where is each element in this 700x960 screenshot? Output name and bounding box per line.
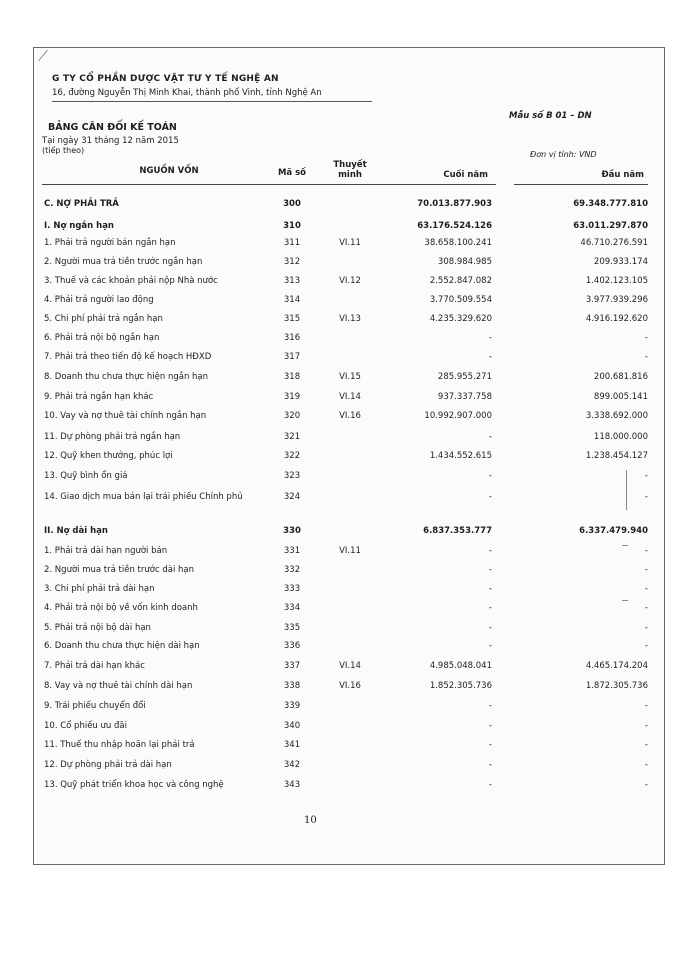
row-label: 3. Chi phí phải trả dài hạn: [44, 584, 155, 594]
row-year-begin-value: -: [644, 701, 648, 711]
row-note: VI.11: [339, 546, 361, 556]
scan-artifact: [622, 600, 628, 601]
row-year-begin-value: 4.465.174.204: [585, 661, 648, 671]
row-label: 4. Phải trả người lao động: [44, 295, 154, 305]
row-year-end-value: 2.552.847.082: [429, 276, 492, 286]
row-label: 7. Phải trả theo tiến độ kế hoạch HĐXD: [44, 352, 212, 362]
row-label: 11. Dự phòng phải trả ngắn hạn: [44, 432, 181, 442]
table-row: [34, 757, 666, 775]
row-year-end-value: 4.235.329.620: [429, 314, 492, 324]
row-code: 311: [283, 238, 301, 248]
row-year-end-value: 285.955.271: [437, 372, 492, 382]
row-year-end-value: -: [488, 546, 492, 556]
company-name: G TY CỔ PHẦN DƯỢC VẬT TƯ Y TẾ NGHỆ AN: [52, 74, 279, 84]
document-page: [33, 47, 665, 865]
form-code: Mẫu số B 01 – DN: [509, 111, 592, 121]
row-year-end-value: -: [488, 780, 492, 790]
row-label: 9. Trái phiếu chuyển đổi: [44, 701, 146, 711]
row-year-begin-value: 4.916.192.620: [585, 314, 648, 324]
row-year-end-value: -: [488, 471, 492, 481]
row-note: VI.14: [339, 661, 361, 671]
row-year-end-value: 937.337.758: [437, 392, 492, 402]
table-row: [34, 369, 666, 387]
row-year-begin-value: 118.000.000: [593, 432, 648, 442]
row-year-end-value: -: [488, 603, 492, 613]
row-year-end-value: 1.852.305.736: [429, 681, 492, 691]
row-year-end-value: 38.658.100.241: [424, 238, 492, 248]
table-row: [34, 562, 666, 580]
row-year-begin-value: -: [644, 492, 648, 502]
row-year-begin-value: -: [644, 352, 648, 362]
header-rule-left: [42, 184, 496, 185]
row-year-begin-value: -: [644, 760, 648, 770]
row-code: 340: [283, 721, 301, 731]
row-year-end-value: -: [488, 701, 492, 711]
table-row: [34, 581, 666, 599]
scan-artifact: [626, 470, 627, 510]
row-year-begin-value: -: [644, 740, 648, 750]
row-label: 3. Thuế và các khoản phải nộp Nhà nước: [44, 276, 218, 286]
row-year-end-value: -: [488, 721, 492, 731]
table-row: [34, 658, 666, 676]
row-label: 10. Vay và nợ thuê tài chính ngắn hạn: [44, 411, 207, 421]
row-code: 332: [283, 565, 301, 575]
row-note: VI.11: [339, 238, 361, 248]
row-label: 10. Cổ phiếu ưu đãi: [44, 721, 127, 731]
table-row: [34, 698, 666, 716]
row-year-end-value: -: [488, 352, 492, 362]
row-label: 6. Phải trả nội bộ ngắn hạn: [44, 333, 160, 343]
row-code: 315: [283, 314, 301, 324]
row-year-begin-value: 69.348.777.810: [573, 199, 648, 209]
row-year-begin-value: 1.402.123.105: [585, 276, 648, 286]
table-row: [34, 638, 666, 656]
column-header-year-begin: Đầu năm: [601, 170, 644, 180]
row-code: 343: [283, 780, 301, 790]
document-title: BẢNG CÂN ĐỐI KẾ TOÁN: [48, 122, 177, 133]
row-year-begin-value: -: [644, 603, 648, 613]
table-row: [34, 311, 666, 329]
row-year-end-value: 6.837.353.777: [423, 526, 492, 536]
table-row: [34, 389, 666, 407]
row-year-begin-value: -: [644, 471, 648, 481]
row-note: VI.15: [339, 372, 361, 382]
row-note: VI.12: [339, 276, 361, 286]
row-code: 313: [283, 276, 301, 286]
row-label: 5. Phải trả nội bộ dài hạn: [44, 623, 151, 633]
row-code: 337: [283, 661, 301, 671]
row-label: 1. Phải trả dài hạn người bán: [44, 546, 168, 556]
row-year-end-value: -: [488, 565, 492, 575]
row-year-begin-value: -: [644, 721, 648, 731]
table-row: [34, 218, 666, 236]
row-label: 8. Vay và nợ thuê tài chính dài hạn: [44, 681, 193, 691]
row-code: 342: [283, 760, 301, 770]
currency-unit: Đơn vị tính: VND: [530, 150, 597, 159]
table-row: [34, 600, 666, 618]
scan-artifact: [622, 545, 628, 546]
column-header-source: NGUỒN VỐN: [139, 166, 199, 176]
row-year-begin-value: 899.005.141: [593, 392, 648, 402]
row-year-end-value: -: [488, 623, 492, 633]
table-row: [34, 292, 666, 310]
table-row: [34, 235, 666, 253]
row-year-end-value: 10.992.907.000: [424, 411, 492, 421]
row-year-begin-value: -: [644, 333, 648, 343]
row-year-begin-value: -: [644, 565, 648, 575]
table-row: [34, 254, 666, 272]
row-code: 321: [283, 432, 301, 442]
row-label: 14. Giao dịch mua bán lại trái phiếu Chính phủ: [44, 492, 243, 502]
row-year-begin-value: -: [644, 546, 648, 556]
row-note: VI.14: [339, 392, 361, 402]
row-year-begin-value: 1.872.305.736: [585, 681, 648, 691]
row-label: 5. Chi phí phải trả ngắn hạn: [44, 314, 163, 324]
row-note: VI.16: [339, 681, 361, 691]
row-year-begin-value: 63.011.297.870: [573, 221, 648, 231]
row-note: VI.13: [339, 314, 361, 324]
row-label: C. NỢ PHẢI TRẢ: [44, 199, 119, 209]
row-code: 331: [283, 546, 301, 556]
row-year-begin-value: 6.337.479.940: [579, 526, 648, 536]
row-year-end-value: -: [488, 641, 492, 651]
row-year-begin-value: 3.338.692.000: [585, 411, 648, 421]
table-row: [34, 349, 666, 367]
table-row: [34, 620, 666, 638]
row-code: 330: [283, 526, 301, 536]
table-row: [34, 273, 666, 291]
row-code: 310: [283, 221, 301, 231]
table-row: [34, 468, 666, 486]
row-label: 12. Quỹ khen thưởng, phúc lợi: [44, 451, 173, 461]
row-label: 9. Phải trả ngắn hạn khác: [44, 392, 154, 402]
row-code: 316: [283, 333, 301, 343]
row-year-end-value: 3.770.509.554: [429, 295, 492, 305]
row-code: 334: [283, 603, 301, 613]
continued-label: (tiếp theo): [42, 146, 85, 155]
column-header-note-line2: minh: [338, 170, 362, 180]
row-label: 2. Người mua trả tiền trước dài hạn: [44, 565, 194, 575]
row-year-end-value: 1.434.552.615: [429, 451, 492, 461]
row-label: 4. Phải trả nội bộ về vốn kinh doanh: [44, 603, 198, 613]
row-year-begin-value: 1.238.454.127: [585, 451, 648, 461]
row-year-end-value: -: [488, 584, 492, 594]
report-date: Tại ngày 31 tháng 12 năm 2015: [42, 136, 179, 146]
row-code: 317: [283, 352, 301, 362]
row-label: 7. Phải trả dài hạn khác: [44, 661, 145, 671]
header-divider: [52, 101, 372, 102]
table-row: [34, 718, 666, 736]
row-label: 11. Thuế thu nhập hoãn lại phải trả: [44, 740, 195, 750]
table-row: [34, 543, 666, 561]
row-year-end-value: -: [488, 760, 492, 770]
table-row: [34, 777, 666, 795]
row-label: 1. Phải trả người bán ngắn hạn: [44, 238, 176, 248]
row-year-end-value: -: [488, 333, 492, 343]
row-year-end-value: -: [488, 432, 492, 442]
row-code: 323: [283, 471, 301, 481]
row-year-begin-value: 3.977.939.296: [585, 295, 648, 305]
row-year-begin-value: -: [644, 623, 648, 633]
table-row: [34, 737, 666, 755]
row-year-begin-value: 209.933.174: [593, 257, 648, 267]
row-code: 300: [283, 199, 301, 209]
row-label: 6. Doanh thu chưa thực hiện dài hạn: [44, 641, 200, 651]
row-code: 341: [283, 740, 301, 750]
row-year-end-value: -: [488, 492, 492, 502]
row-code: 333: [283, 584, 301, 594]
row-label: II. Nợ dài hạn: [44, 526, 108, 536]
row-label: 12. Dự phòng phải trả dài hạn: [44, 760, 172, 770]
row-code: 336: [283, 641, 301, 651]
table-row: [34, 489, 666, 507]
row-code: 339: [283, 701, 301, 711]
table-row: [34, 523, 666, 541]
table-row: [34, 678, 666, 696]
column-header-code: Mã số: [277, 168, 307, 178]
header-rule-right: [514, 184, 648, 185]
row-year-end-value: 4.985.048.041: [429, 661, 492, 671]
table-row: [34, 408, 666, 426]
row-label: I. Nợ ngắn hạn: [44, 221, 114, 231]
row-year-begin-value: 46.710.276.591: [580, 238, 648, 248]
row-code: 312: [283, 257, 301, 267]
company-address: 16, đường Nguyễn Thị Minh Khai, thành phố Vinh, tỉnh Nghệ An: [52, 88, 322, 98]
column-header-note-line1: Thuyết: [333, 160, 367, 170]
table-row: [34, 330, 666, 348]
row-code: 320: [283, 411, 301, 421]
page-number: 10: [304, 815, 317, 826]
row-code: 319: [283, 392, 301, 402]
row-code: 338: [283, 681, 301, 691]
row-year-end-value: -: [488, 740, 492, 750]
row-label: 8. Doanh thu chưa thực hiện ngắn hạn: [44, 372, 209, 382]
row-note: VI.16: [339, 411, 361, 421]
row-label: 13. Quỹ bình ổn giá: [44, 471, 128, 481]
row-year-begin-value: -: [644, 641, 648, 651]
table-row: [34, 448, 666, 466]
row-code: 314: [283, 295, 301, 305]
row-code: 318: [283, 372, 301, 382]
row-year-begin-value: -: [644, 780, 648, 790]
row-code: 335: [283, 623, 301, 633]
row-year-end-value: 308.984.985: [437, 257, 492, 267]
row-year-end-value: 63.176.524.126: [417, 221, 492, 231]
row-year-begin-value: 200.681.816: [593, 372, 648, 382]
row-code: 322: [283, 451, 301, 461]
table-row: [34, 196, 666, 214]
row-year-end-value: 70.013.877.903: [417, 199, 492, 209]
column-header-year-end: Cuối năm: [443, 170, 488, 180]
table-row: [34, 429, 666, 447]
row-year-begin-value: -: [644, 584, 648, 594]
row-code: 324: [283, 492, 301, 502]
row-label: 13. Quỹ phát triển khoa học và công nghệ: [44, 780, 224, 790]
row-label: 2. Người mua trả tiền trước ngắn hạn: [44, 257, 203, 267]
